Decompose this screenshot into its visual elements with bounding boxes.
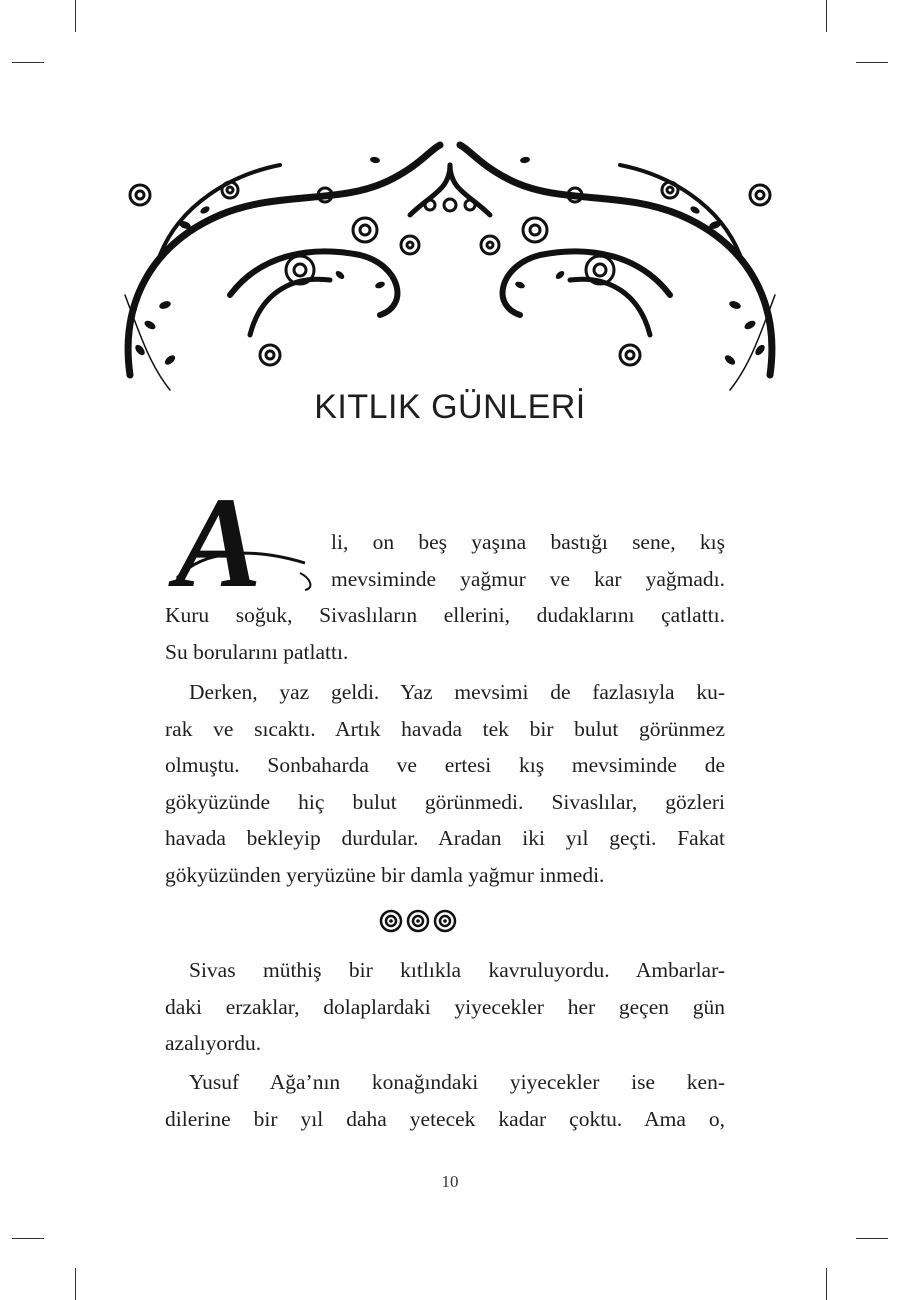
paragraph [165,674,725,893]
crop-mark [12,62,44,63]
text-line: daki erzaklar, dolaplardaki yiyecekler her geçen gün [165,994,725,1019]
crop-mark [12,1238,44,1239]
text-line: olmuştu. Sonbaharda ve ertesi kış mevsiminde de [165,753,725,777]
text-line: havada bekleyip durdular. Aradan iki yıl geçti. Fakat [165,826,725,850]
crop-mark [75,1268,76,1300]
paragraph [165,1064,725,1137]
paragraph [165,524,725,670]
floral-ornament-icon [110,135,790,395]
text-line: dilerine bir yıl daha yetecek kadar çoktu. Ama o, [165,1106,725,1131]
chapter-title: KITLIK GÜNLERİ [314,388,586,426]
text-line: mevsiminde yağmur ve kar yağmadı. [331,566,725,591]
text-line: li, on beş yaşına bastığı sene, kış [331,530,725,554]
text-line: Sivas müthiş bir kıtlıkla kavruluyordu. Ambarlar- [189,958,725,982]
svg-text:A: A [175,478,262,598]
crop-mark [856,1238,888,1239]
text-line: gökyüzünde hiç bulut görünmedi. Sivaslılar, gözleri [165,789,725,814]
paragraph [165,952,725,1062]
page-number: 10 [441,1172,459,1191]
text-line: Yusuf Ağa’nın konağındaki yiyecekler ise ken- [189,1070,725,1094]
crop-mark [75,0,76,32]
text-line: Su borularını patlattı. [165,639,349,664]
crop-mark [826,1268,827,1300]
text-line: rak ve sıcaktı. Artık havada tek bir bulut görünmez [165,716,725,741]
crop-mark [826,0,827,32]
text-line: gökyüzünden yeryüzüne bir damla yağmur inmedi. [165,862,605,887]
text-line: Derken, yaz geldi. Yaz mevsimi de fazlasıyla ku- [189,680,725,704]
spiral-separator-icon [378,908,458,934]
text-line: Kuru soğuk, Sivaslıların ellerini, dudaklarını çatlattı. [165,603,725,627]
text-line: azalıyordu. [165,1031,262,1055]
crop-mark [856,62,888,63]
